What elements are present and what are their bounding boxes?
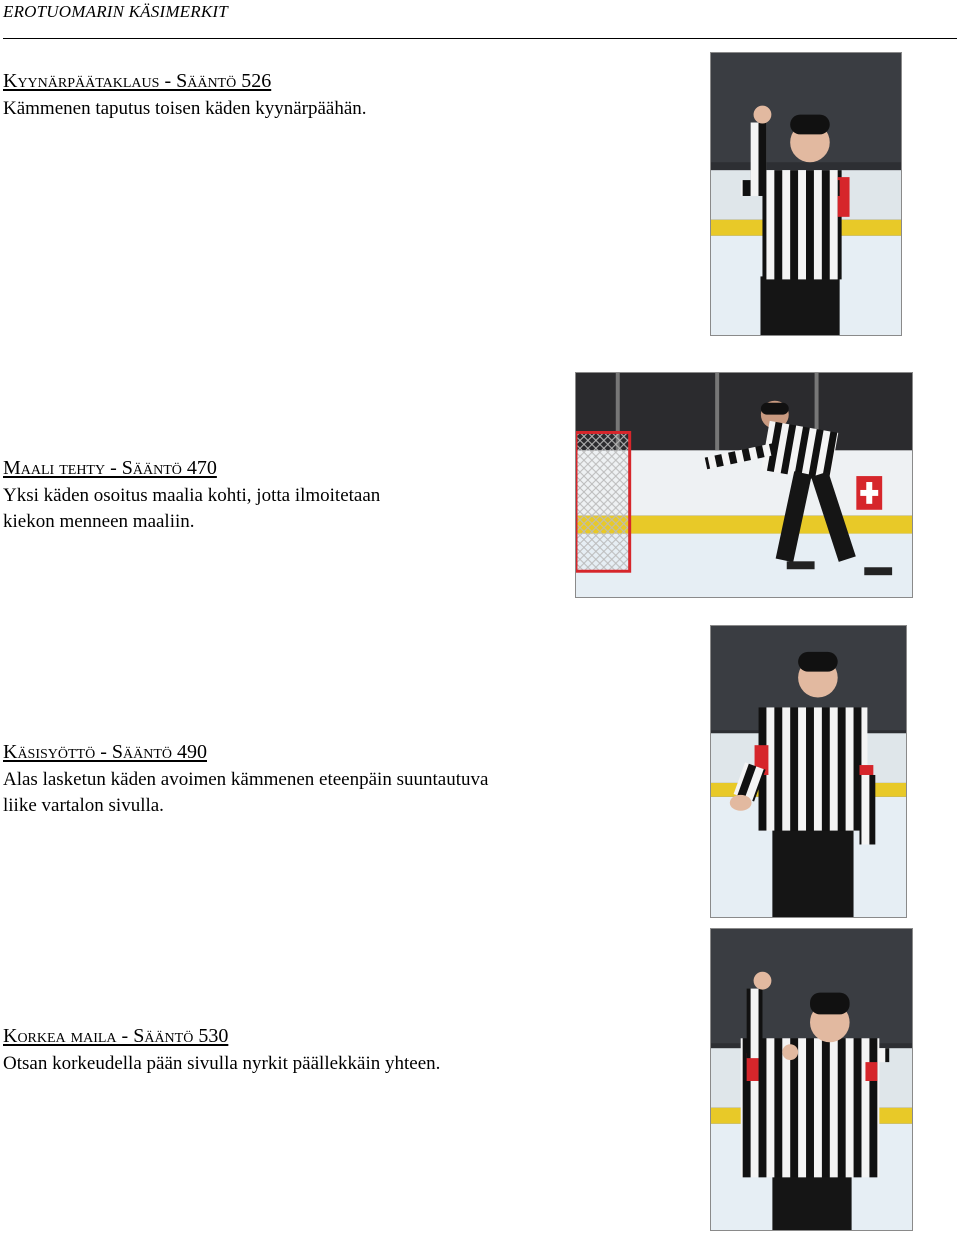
signal-description-elbowing: Kämmenen taputus toisen käden kyynärpäähän. (3, 98, 367, 119)
referee-image (711, 626, 906, 917)
signal-description-goal (3, 483, 380, 535)
signal-description-high-sticking: Otsan korkeudella pään sivulla nyrkit päällekkäin yhteen. (3, 1053, 441, 1074)
referee-image (711, 929, 912, 1230)
document-header: EROTUOMARIN KÄSIMERKIT (3, 2, 228, 21)
referee-image (576, 373, 912, 597)
signal-title-elbowing: Kyynärpäätaklaus - Sääntö 526 (3, 70, 272, 92)
photo-goal-referee (575, 372, 913, 598)
referee-image (711, 53, 901, 335)
description-line: kiekon menneen maaliin. (3, 511, 195, 532)
signal-title-goal: Maali tehty - Sääntö 470 (3, 457, 217, 479)
photo-elbowing-referee (710, 52, 902, 336)
header-rule (3, 38, 957, 39)
photo-hand-pass-referee (710, 625, 907, 918)
description-line: Yksi käden osoitus maalia kohti, jotta ilmoitetaan (3, 485, 381, 506)
photo-high-sticking-referee (710, 928, 913, 1231)
description-line: liike vartalon sivulla. (3, 795, 164, 816)
signal-title-high-sticking: Korkea maila - Sääntö 530 (3, 1025, 229, 1047)
description-line: Alas lasketun käden avoimen kämmenen eteenpäin suuntautuva (3, 769, 489, 790)
signal-title-hand-pass: Käsisyöttö - Sääntö 490 (3, 741, 207, 763)
signal-description-hand-pass (3, 767, 488, 819)
